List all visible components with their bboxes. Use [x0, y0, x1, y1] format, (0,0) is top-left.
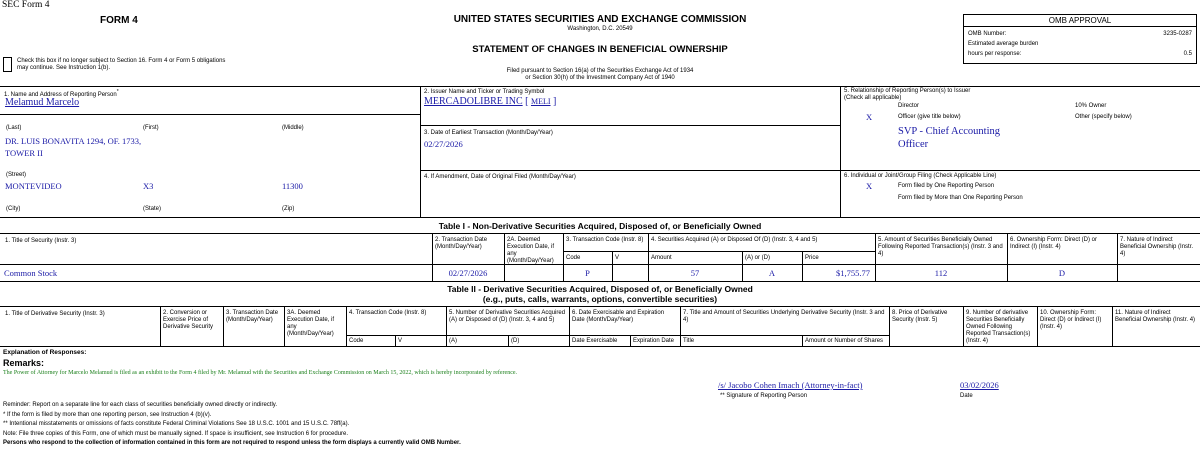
- date-label: Date: [960, 393, 973, 399]
- t2-h2: 2. Conversion or Exercise Price of Derivative Security: [163, 310, 214, 330]
- section16-checkbox-text: Check this box if no longer subject to Section 16. Form 4 or Form 5 obligations may continue. See Instruction 1(b).: [17, 58, 226, 71]
- box4-label: 4. If Amendment, Date of Original Filed (Month/Day/Year): [424, 174, 576, 180]
- t2-sub-title: Title: [683, 338, 695, 344]
- omb-title: OMB APPROVAL: [1048, 16, 1112, 25]
- zip-value: 11300: [282, 181, 303, 191]
- omb-number-label: OMB Number:: [968, 31, 1007, 37]
- t2-sub-v: V: [398, 338, 403, 344]
- t1-row-form: D: [1058, 268, 1066, 278]
- t2-sub-a: (A): [449, 338, 457, 344]
- filing-one-label: Form filed by One Reporting Person: [898, 183, 995, 189]
- box5-sublabel: (Check all applicable): [844, 95, 902, 101]
- omb-hours-label: hours per response:: [968, 51, 1022, 57]
- t2-sub-exercisable: Date Exercisable: [572, 338, 618, 344]
- t2-sub-d: (D): [511, 338, 520, 344]
- t1-h1: 1. Title of Security (Instr. 3): [5, 238, 77, 244]
- omb-number-value: 3235-0287: [1163, 31, 1192, 37]
- ten-pct-owner-label: 10% Owner: [1075, 103, 1107, 109]
- t2-h3: 3. Transaction Date (Month/Day/Year): [226, 310, 279, 323]
- other-label: Other (specify below): [1075, 114, 1132, 120]
- form-title: FORM 4: [100, 15, 138, 26]
- filing-mark: X: [866, 181, 873, 191]
- box2-label: 2. Issuer Name and Ticker or Trading Symbol: [424, 89, 545, 95]
- t1-row-amount: 57: [690, 268, 700, 278]
- t1-row-date: 02/27/2026: [448, 268, 488, 278]
- t1-h6: 6. Ownership Form: Direct (D) or Indirect (I) (Instr. 4): [1010, 237, 1098, 250]
- note1-text: * If the form is filed by more than one reporting person, see Instruction 4 (b)(v).: [3, 412, 212, 418]
- t1-h7: 7. Nature of Indirect Beneficial Ownership (Instr. 4): [1120, 237, 1194, 257]
- t2-h8: 8. Price of Derivative Security (Instr. 5): [892, 310, 948, 323]
- filed-pursuant-line1: Filed pursuant to Section 16(a) of the Securities Exchange Act of 1934: [506, 68, 694, 74]
- table1-title: Table I - Non-Derivative Securities Acquired, Disposed of, or Beneficially Owned: [438, 221, 762, 231]
- t2-h9: 9. Number of derivative Securities Beneficially Owned Following Reported Transaction(s) (Instr. 4): [966, 310, 1031, 344]
- t1-sub-ad: (A) or (D): [745, 255, 770, 261]
- t1-sub-v: V: [615, 255, 620, 261]
- filing-more-label: Form filed by More than One Reporting Person: [898, 195, 1023, 201]
- box6-label: 6. Individual or Joint/Group Filing (Check Applicable Line): [844, 173, 997, 179]
- note4-text: Persons who respond to the collection of information contained in this form are not required to respond unless the form displays a currently valid OMB Number.: [3, 440, 461, 446]
- t2-h6: 6. Date Exercisable and Expiration Date (Month/Day/Year): [572, 310, 665, 323]
- t1-sub-code: Code: [566, 255, 581, 261]
- director-label: Director: [898, 103, 920, 109]
- reporting-person-name[interactable]: Melamud Marcelo: [5, 97, 80, 108]
- filed-pursuant-line2: or Section 30(h) of the Investment Company Act of 1940: [525, 75, 675, 81]
- omb-burden-label: Estimated average burden: [968, 41, 1039, 47]
- officer-label: Officer (give title below): [898, 114, 961, 120]
- t2-h4: 4. Transaction Code (Instr. 8): [349, 310, 427, 316]
- officer-title: SVP - Chief Accounting Officer: [898, 126, 1000, 150]
- ticker-link[interactable]: MELI: [530, 97, 551, 106]
- note2-text: ** Intentional misstatements or omissions of facts constitute Federal Criminal Violations See 18 U.S.C. 1001 and 15 U.S.C. 78ff(a).: [3, 421, 350, 427]
- t2-sub-expiration: Expiration Date: [633, 338, 675, 344]
- first-label: (First): [143, 125, 159, 131]
- zip-label: (Zip): [282, 206, 295, 212]
- officer-mark: X: [866, 112, 873, 122]
- t1-h4: 4. Securities Acquired (A) or Disposed Of (D) (Instr. 3, 4 and 5): [651, 237, 818, 243]
- remarks-label: Remarks:: [3, 358, 45, 368]
- box1-label: 1. Name and Address of Reporting Person*: [4, 89, 119, 98]
- t1-row-code: P: [585, 268, 590, 278]
- t2-h10: 10. Ownership Form: Direct (D) or Indirect (I) (Instr. 4): [1040, 310, 1102, 330]
- street-line1: DR. LUIS BONAVITA 1294, OF. 1733,: [5, 136, 142, 146]
- t2-sub-code: Code: [349, 338, 364, 344]
- city-value: MONTEVIDEO: [5, 181, 62, 191]
- state-value: X3: [143, 181, 154, 191]
- t2-sub-amount: Amount or Number of Shares: [805, 338, 884, 344]
- issuer-line: MERCADOLIBRE INC [ MELI ]: [424, 96, 557, 107]
- box5-label: 5. Relationship of Reporting Person(s) to Issuer: [844, 88, 971, 94]
- t2-h7: 7. Title and Amount of Securities Underlying Derivative Security (Instr. 3 and 4): [683, 310, 885, 323]
- t2-h11: 11. Nature of Indirect Beneficial Ownership (Instr. 4): [1115, 310, 1196, 323]
- omb-approval-box: [963, 14, 1197, 64]
- remarks-text: The Power of Attorney for Marcelo Melamud is filed as an exhibit to the Form 4 filed by Mr. Melamud with the Securities and Exchange Commission on March 15, 2022, which is hereby incorporated by reference.: [3, 370, 518, 376]
- signature-date: 03/02/2026: [960, 380, 999, 390]
- signature-label: ** Signature of Reporting Person: [720, 393, 808, 399]
- street-label: (Street): [6, 172, 27, 178]
- reminder-text: Reminder: Report on a separate line for each class of securities beneficially owned directly or indirectly.: [3, 402, 278, 408]
- t1-h2a: 2A. Deemed Execution Date, if any (Month/Day/Year): [507, 237, 555, 264]
- issuer-link[interactable]: MERCADOLIBRE INC: [424, 96, 523, 107]
- city-label: (City): [6, 206, 21, 212]
- omb-hours-value: 0.5: [1183, 51, 1192, 57]
- t2-h1: 1. Title of Derivative Security (Instr. 3): [5, 311, 105, 317]
- table2-subtitle: (e.g., puts, calls, warrants, options, convertible securities): [482, 294, 718, 304]
- agency-location: Washington, D.C. 20549: [567, 26, 633, 32]
- t1-row-title: Common Stock: [4, 268, 58, 278]
- t1-h5: 5. Amount of Securities Beneficially Owned Following Reported Transaction(s) (Instr. 3 and 4): [878, 237, 1003, 257]
- t1-h2: 2. Transaction Date (Month/Day/Year): [435, 237, 488, 250]
- last-label: (Last): [6, 125, 22, 131]
- box3-label: 3. Date of Earliest Transaction (Month/Day/Year): [424, 130, 553, 136]
- table2-title: Table II - Derivative Securities Acquired, Disposed of, or Beneficially Owned: [447, 284, 753, 294]
- sec-form-label: SEC Form 4: [2, 0, 50, 10]
- t1-sub-amount: Amount: [651, 255, 672, 261]
- t1-row-price: $1,755.77: [836, 268, 870, 278]
- earliest-transaction-date: 02/27/2026: [424, 139, 463, 149]
- signature-value: /s/ Jacobo Cohen Imach (Attorney-in-fact): [718, 380, 863, 390]
- t2-h5: 5. Number of Derivative Securities Acquired (A) or Disposed of (D) (Instr. 3, 4 and 5): [449, 310, 566, 323]
- t1-h3: 3. Transaction Code (Instr. 8): [566, 237, 644, 243]
- middle-label: (Middle): [282, 125, 304, 131]
- statement-title: STATEMENT OF CHANGES IN BENEFICIAL OWNERSHIP: [472, 44, 728, 55]
- note3-text: Note: File three copies of this Form, one of which must be manually signed. If space is insufficient, see Instruction 6 for procedure.: [3, 431, 349, 437]
- section16-checkbox[interactable]: [3, 57, 12, 72]
- t1-row-ad: A: [768, 268, 776, 278]
- t2-h3a: 3A. Deemed Execution Date, if any (Month/Day/Year): [287, 310, 335, 337]
- t1-sub-price: Price: [805, 255, 819, 261]
- t1-row-owned: 112: [934, 268, 948, 278]
- explanation-label: Explanation of Responses:: [3, 349, 87, 356]
- state-label: (State): [143, 206, 162, 212]
- agency-name: UNITED STATES SECURITIES AND EXCHANGE COMMISSION: [453, 14, 747, 25]
- street-line2: TOWER II: [5, 148, 43, 158]
